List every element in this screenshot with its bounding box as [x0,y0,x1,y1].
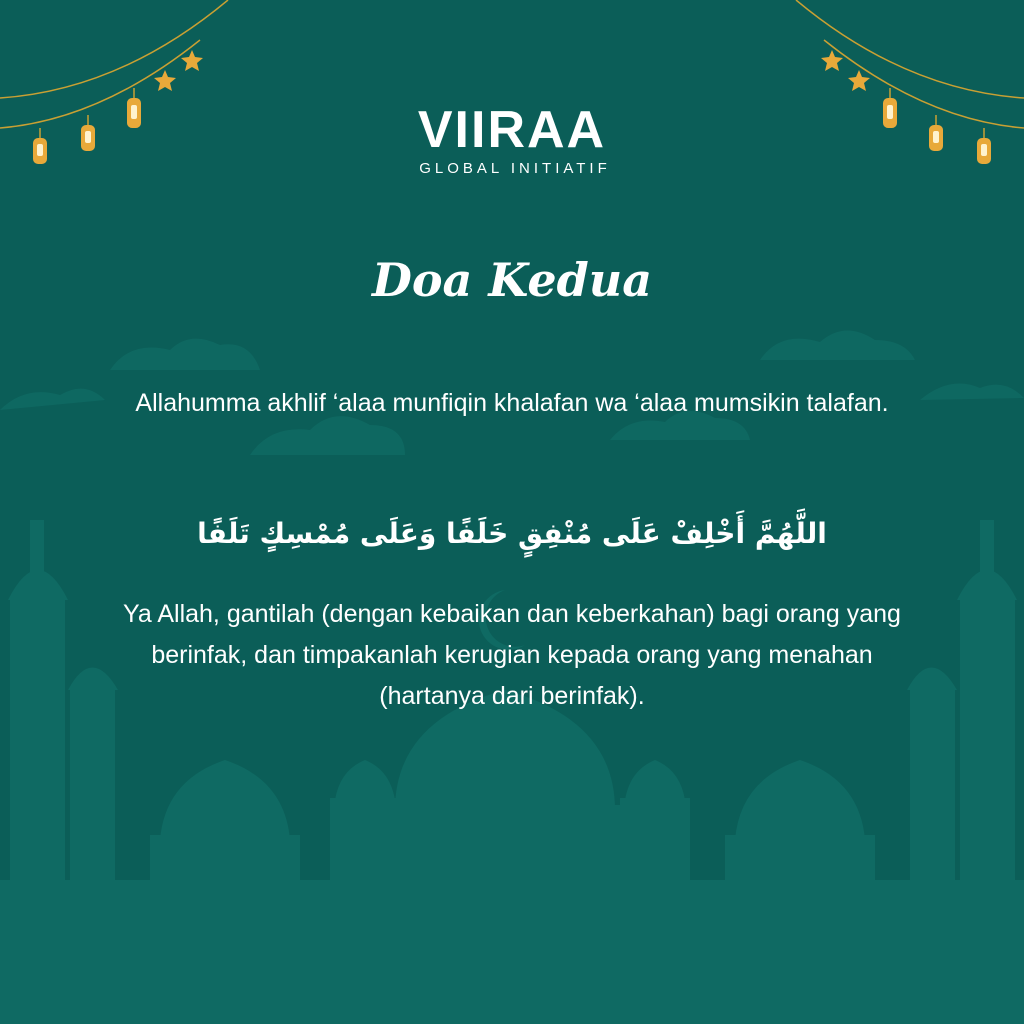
brand-logo [0,101,1024,177]
brand-tagline: GLOBAL INITIATIF [419,160,611,177]
latin-transliteration: Allahumma akhlif ‘alaa munfiqin khalafan wa ‘alaa mumsikin talafan. [135,389,889,417]
arabic-text: اللَّهُمَّ أَخْلِفْ عَلَى مُنْفِقٍ خَلَفًا وَعَلَى مُمْسِكٍ تَلَفًا [197,517,827,550]
brand-name: VIIRAA [417,101,607,159]
page-title: Doa Kedua [371,253,653,307]
translation-text: Ya Allah, gantilah (dengan kebaikan dan keberkahan) bagi orang yang berinfak, dan timpakanlah kerugian kepada orang yang menahan (hartanya dari berinfak). [123,600,901,710]
